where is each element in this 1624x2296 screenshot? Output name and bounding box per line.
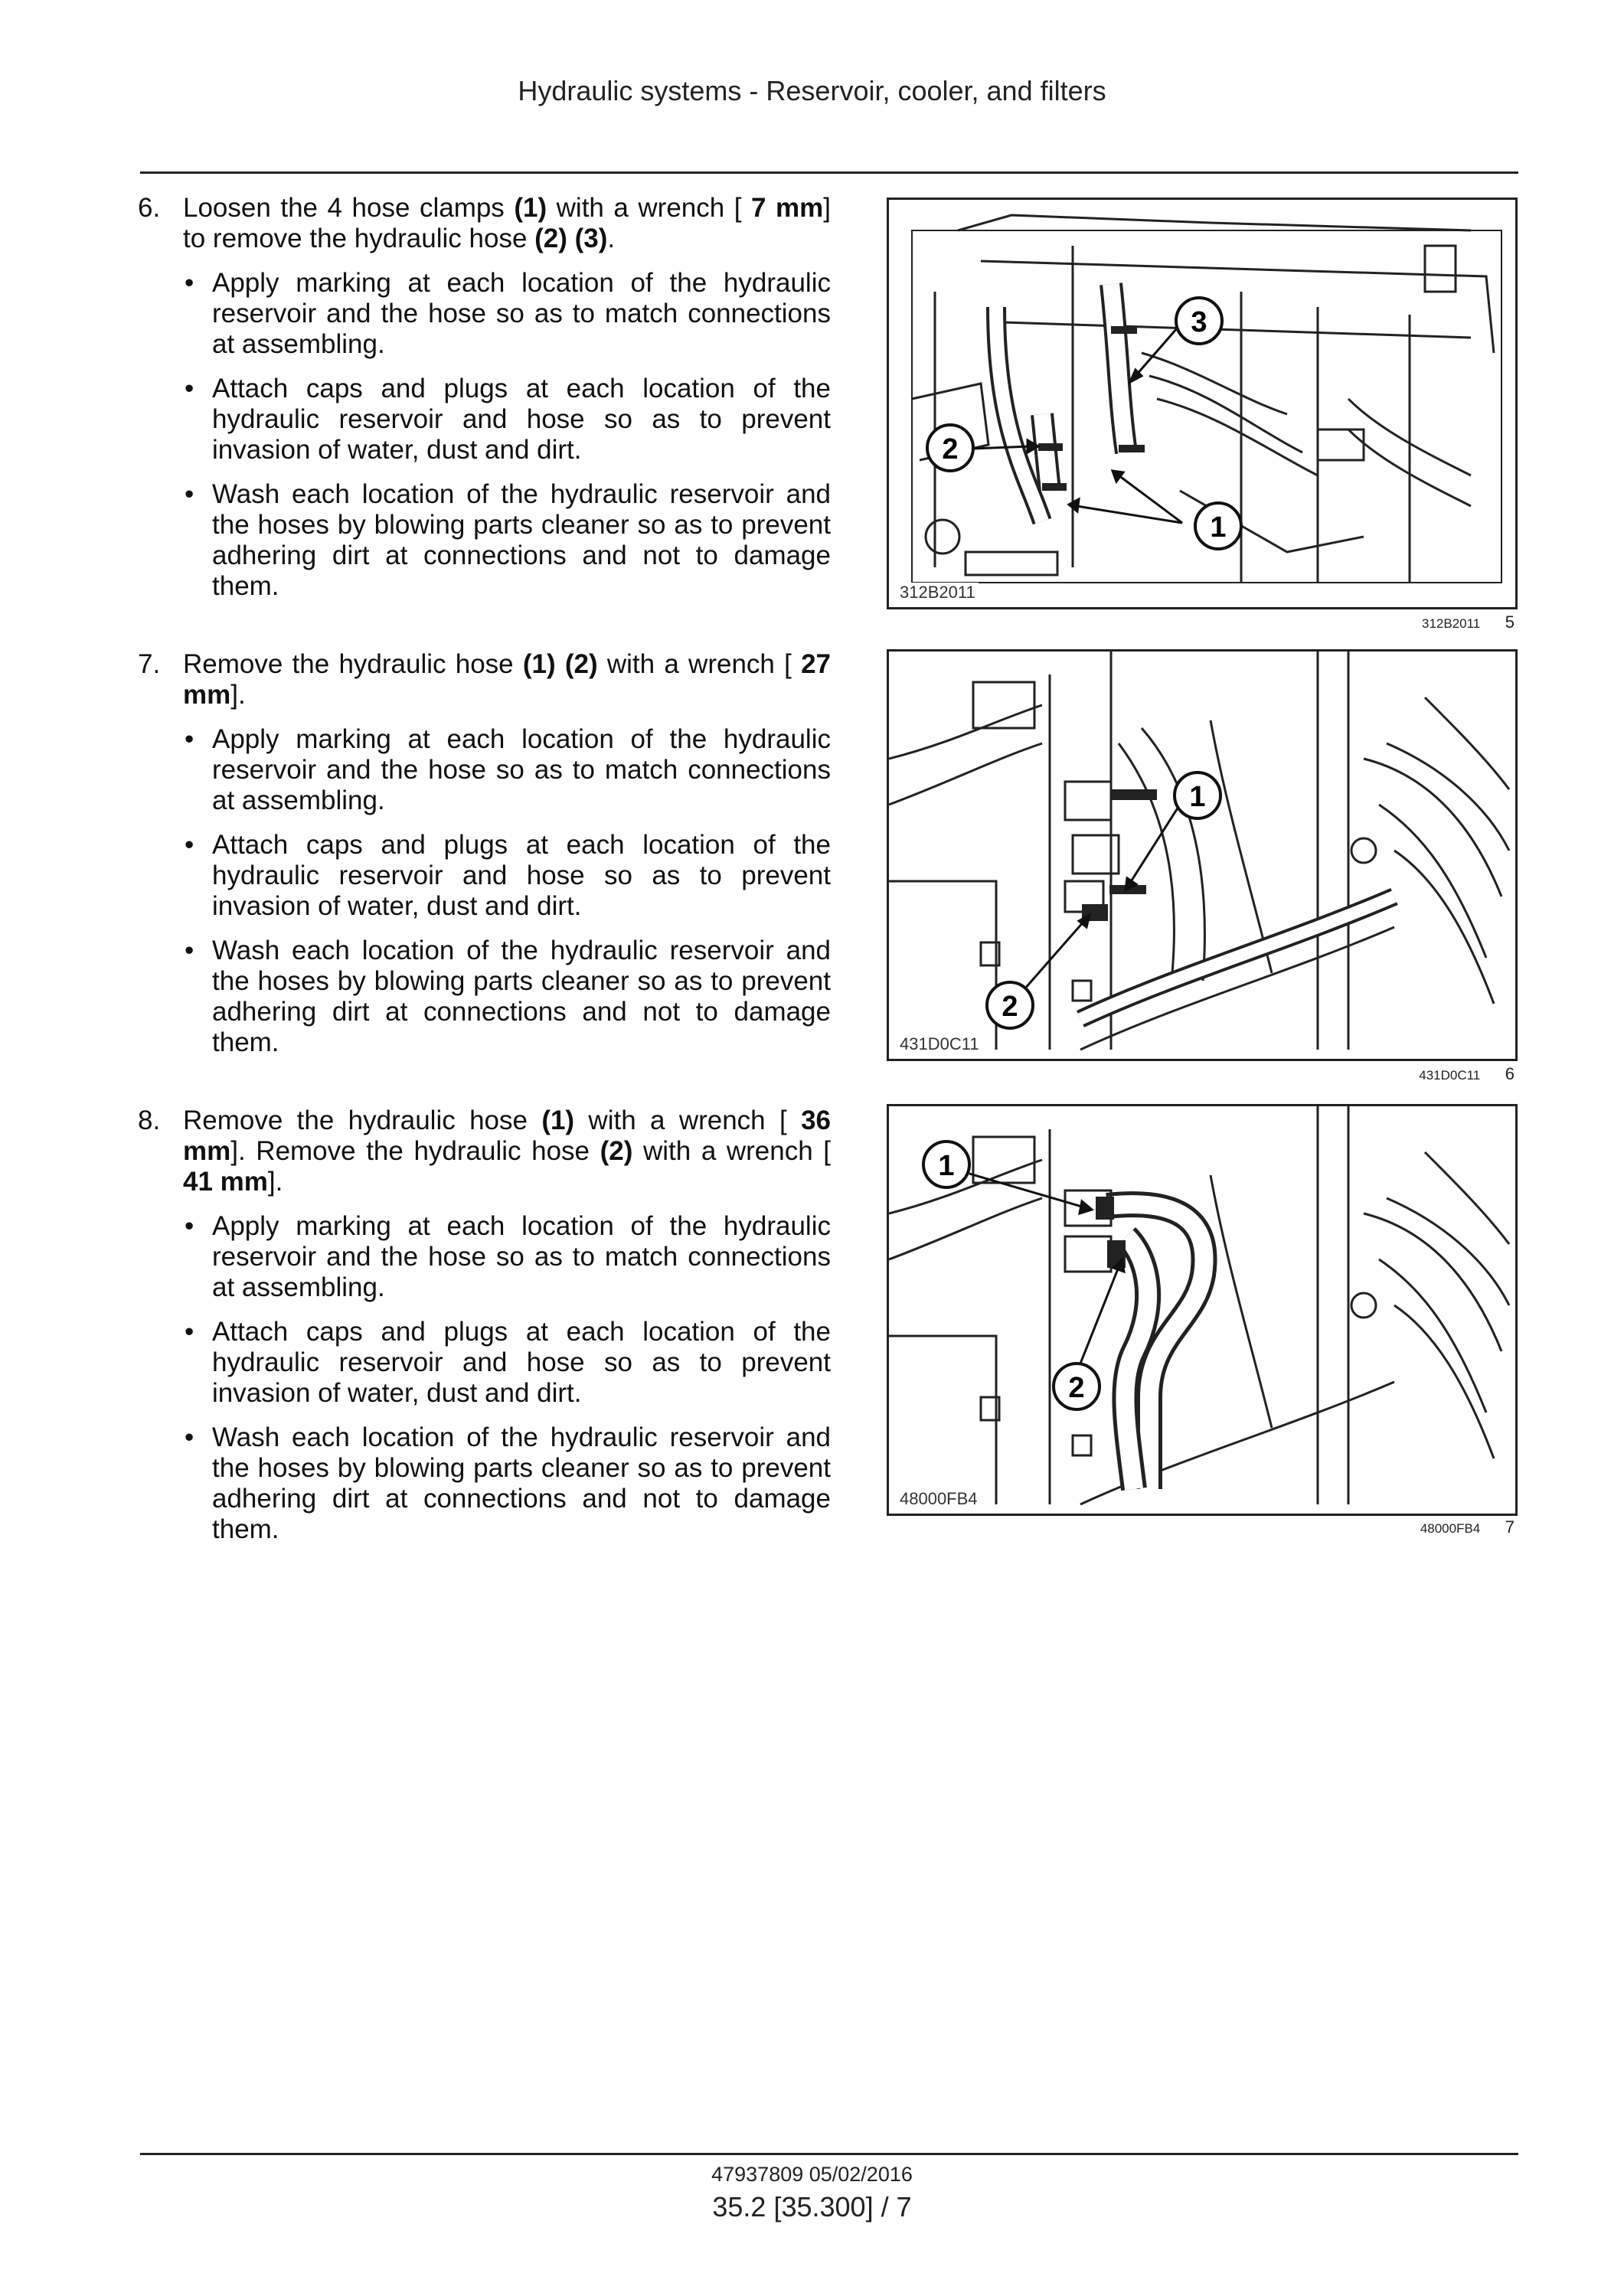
footer-doc-reference: 47937809 05/02/2016 <box>711 2163 913 2186</box>
figure-caption-code: 48000FB4 <box>1420 1521 1481 1536</box>
svg-text:3: 3 <box>1191 306 1207 338</box>
step-7 <box>138 649 831 1072</box>
bullet-item <box>183 268 831 360</box>
bullet-icon: • <box>185 830 194 860</box>
instr-text: ]. <box>267 1167 283 1197</box>
step-number: 7. <box>138 649 161 679</box>
bullet-list <box>183 724 831 1058</box>
footer-page-reference: 35.2 [35.300] / 7 <box>712 2191 912 2223</box>
bullet-text: Wash each location of the hydraulic reservoir and the hoses by blowing parts cleaner so as to prevent adhering dirt at connections and not to damage them. <box>212 479 831 601</box>
bullet-text: Attach caps and plugs at each location of the hydraulic reservoir and hose so as to prevent invasion of water, dust and dirt. <box>212 1317 831 1408</box>
instr-bold: (2) <box>600 1136 633 1166</box>
page-header-title: Hydraulic systems - Reservoir, cooler, and filters <box>518 75 1106 106</box>
callout-1 <box>923 1141 969 1187</box>
instr-text: Remove the hydraulic hose <box>183 649 523 679</box>
svg-text:1: 1 <box>1210 511 1227 544</box>
svg-text:2: 2 <box>1002 991 1018 1023</box>
bullet-item <box>183 724 831 816</box>
bullet-text: Apply marking at each location of the hydraulic reservoir and the hose so as to match connections at assembling. <box>212 724 831 815</box>
instr-bold: (1) <box>514 193 547 223</box>
bullet-item <box>183 1317 831 1409</box>
instr-text: with a wrench [ <box>574 1106 802 1135</box>
bullet-icon: • <box>185 1211 194 1241</box>
instr-bold: (1) <box>541 1106 575 1135</box>
bullet-text: Attach caps and plugs at each location of the hydraulic reservoir and hose so as to prevent invasion of water, dust and dirt. <box>212 830 831 921</box>
bullet-text: Wash each location of the hydraulic reservoir and the hoses by blowing parts cleaner so as to prevent adhering dirt at connections and not to damage them. <box>212 936 831 1057</box>
figure-6-caption <box>887 1064 1515 1084</box>
instr-bold: (1) (2) <box>522 649 598 679</box>
instr-bold: (2) (3) <box>534 224 608 253</box>
step-number: 8. <box>138 1106 161 1135</box>
instr-text: ] to remove the hydraulic hose <box>183 193 831 253</box>
step-instruction <box>183 649 831 710</box>
step-6 <box>138 193 831 616</box>
svg-text:1: 1 <box>1189 781 1206 813</box>
bullet-icon: • <box>185 268 194 298</box>
bullet-item <box>183 1422 831 1545</box>
figure-caption-code: 312B2011 <box>1422 616 1481 631</box>
figure-number: 5 <box>1505 612 1515 632</box>
svg-text:2: 2 <box>1068 1372 1085 1404</box>
bullet-icon: • <box>185 374 194 403</box>
hydraulic-reservoir-hoses-drawing <box>889 200 1515 607</box>
step-number: 6. <box>138 193 161 223</box>
bullet-icon: • <box>185 479 194 509</box>
figure-6-illustration <box>887 649 1518 1061</box>
bullet-item <box>183 1211 831 1303</box>
bullet-item <box>183 374 831 465</box>
clamp-icon <box>1038 443 1063 451</box>
instr-text: with a wrench [ <box>632 1136 832 1166</box>
callout-1 <box>1195 503 1241 549</box>
hydraulic-hose-fittings-drawing <box>889 652 1515 1059</box>
instr-bold: 36 mm <box>183 1106 831 1166</box>
instr-text: with a wrench [ <box>547 193 752 223</box>
step-instruction <box>183 1106 831 1197</box>
bullet-text: Attach caps and plugs at each location of the hydraulic reservoir and hose so as to prevent invasion of water, dust and dirt. <box>212 374 831 465</box>
svg-text:1: 1 <box>938 1150 955 1182</box>
figure-5-caption <box>887 612 1515 632</box>
bullet-icon: • <box>185 936 194 965</box>
figure-5-illustration <box>887 198 1518 609</box>
svg-text:2: 2 <box>942 433 959 465</box>
instr-text: Loosen the 4 hose clamps <box>183 193 515 223</box>
header-rule <box>140 171 1518 174</box>
figure-number: 6 <box>1505 1064 1515 1083</box>
bullet-text: Apply marking at each location of the hydraulic reservoir and the hose so as to match connections at assembling. <box>212 268 831 359</box>
bullet-icon: • <box>185 1317 194 1347</box>
figure-caption-code: 431D0C11 <box>1419 1068 1481 1083</box>
bullet-item <box>183 830 831 922</box>
bullet-list <box>183 1211 831 1545</box>
callout-1 <box>1175 772 1220 818</box>
figure-7-caption <box>887 1517 1515 1537</box>
clamp-icon <box>1042 483 1067 491</box>
instr-text: ]. <box>230 680 246 710</box>
instr-bold: 27 mm <box>183 649 831 710</box>
bullet-item <box>183 936 831 1058</box>
instr-text: Remove the hydraulic hose <box>183 1106 542 1135</box>
callout-2 <box>927 425 973 471</box>
figure-code: 431D0C11 <box>897 1034 982 1054</box>
figure-number: 7 <box>1505 1517 1515 1537</box>
bullet-list <box>183 268 831 602</box>
figure-code: 48000FB4 <box>897 1489 981 1509</box>
bullet-text: Apply marking at each location of the hydraulic reservoir and the hose so as to match connections at assembling. <box>212 1211 831 1302</box>
step-8 <box>138 1106 831 1559</box>
hydraulic-hose-connections-drawing <box>889 1106 1515 1514</box>
instr-bold: 41 mm <box>183 1167 268 1197</box>
instr-text: . <box>607 224 616 253</box>
bullet-item <box>183 479 831 602</box>
callout-3 <box>1176 298 1222 344</box>
figure-7-illustration <box>887 1104 1518 1516</box>
footer-rule <box>140 2153 1518 2155</box>
callout-2 <box>987 982 1033 1028</box>
instr-text: with a wrench [ <box>597 649 802 679</box>
figure-code: 312B2011 <box>897 583 979 603</box>
instr-bold: 7 mm <box>751 193 824 223</box>
clamp-icon <box>1119 445 1145 452</box>
bullet-text: Wash each location of the hydraulic reservoir and the hoses by blowing parts cleaner so as to prevent adhering dirt at connections and not to damage them. <box>212 1422 831 1544</box>
callout-2 <box>1054 1364 1100 1409</box>
clamp-icon <box>1111 326 1137 334</box>
bullet-icon: • <box>185 1422 194 1452</box>
step-instruction <box>183 193 831 254</box>
bullet-icon: • <box>185 724 194 754</box>
instr-text: ]. Remove the hydraulic hose <box>230 1136 600 1166</box>
